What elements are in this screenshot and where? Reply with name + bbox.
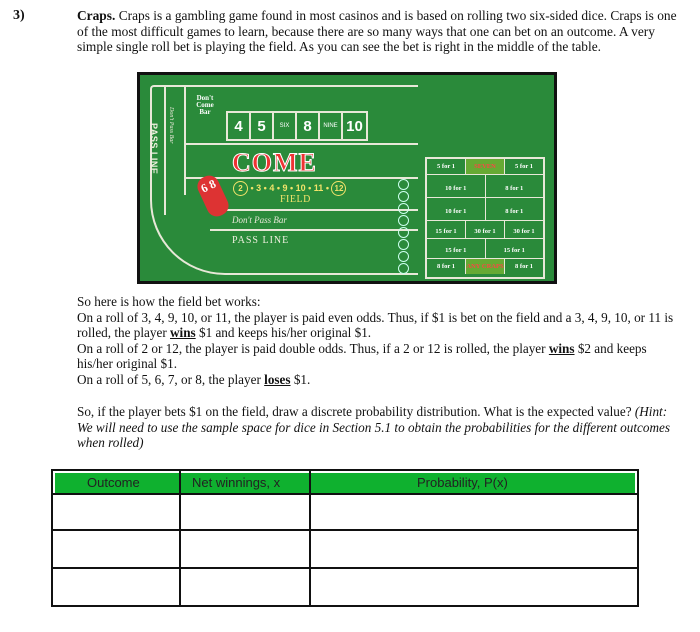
point-number: 10 [346, 117, 363, 135]
column-divider [179, 471, 181, 605]
p3-text-a: On a roll of 5, 6, 7, or 8, the player [77, 371, 265, 387]
dont-pass-bar: Don't Pass Bar [232, 215, 287, 225]
prop-row [427, 239, 543, 259]
field-number-list: • 3 • 4 • 9 • 10 • 11 • [250, 183, 329, 193]
proposition-bets [425, 157, 545, 279]
chip-icon [398, 251, 409, 262]
p2-wins: wins [548, 340, 575, 356]
prop-cell: ANY CRAPS [466, 259, 505, 274]
field-circle-2: 2 [233, 181, 248, 196]
chip-icon [398, 179, 409, 190]
prop-cell: 15 for 1 [427, 221, 466, 238]
chip-icon [398, 203, 409, 214]
prop-cell: SEVEN [466, 159, 505, 174]
prop-cell: 8 for 1 [505, 208, 524, 215]
prop-cell: 15 for 1 [503, 247, 525, 254]
p3-text-b: $1. [290, 371, 311, 387]
chip-icon [398, 215, 409, 226]
chip-icon [398, 263, 409, 274]
intro-paragraph [77, 8, 677, 55]
field-bet-explanation [77, 294, 677, 387]
prop-cell: 30 for 1 [513, 228, 535, 235]
come-divider [184, 143, 418, 145]
point-number: NINE [320, 113, 343, 139]
p2-text-b: $2 and keeps his/her original $1. [77, 340, 647, 371]
point-number: 4 [228, 113, 251, 139]
row-divider [53, 529, 637, 531]
field-label: FIELD [280, 194, 311, 205]
prop-row [427, 259, 543, 274]
prop-row [427, 159, 543, 175]
chip-icon [398, 227, 409, 238]
prop-cell: 10 for 1 [427, 198, 486, 220]
six-eight-dice: 6 8 [194, 172, 232, 219]
chip-icon [398, 191, 409, 202]
chip-icon [398, 239, 409, 250]
intro-text: Craps is a gambling game found in most casinos and is based on rolling two six-sided dice. Craps is one of the most difficult games to learn, because there are so many ways that one can bet on an outcome. A very simple single roll bet is playing the field. As you can see the bet is right in the middle of the table. [77, 8, 677, 54]
pass-divider [210, 229, 418, 231]
prop-cell: 30 for 1 [466, 221, 505, 238]
prop-row [427, 175, 543, 198]
p1-text-b: $1 and keeps his/her original $1. [195, 325, 372, 340]
pass-line-label: PASS LINE [232, 235, 290, 246]
p2-text-a: On a roll of 2 or 12, the player is paid double odds. Thus, if a 2 or 12 is rolled, the player [77, 340, 549, 356]
point-number: 5 [251, 113, 274, 139]
prop-cell: 10 for 1 [427, 175, 486, 197]
question-text: So, if the player bets $1 on the field, draw a discrete probability distribution. What is the expected value? [77, 404, 632, 419]
prop-cell: 8 for 1 [427, 259, 466, 274]
p1-wins: wins [170, 325, 196, 340]
prop-cell: 5 for 1 [515, 163, 533, 170]
craps-table-image [137, 72, 557, 284]
column-divider [309, 471, 311, 605]
explanation-p1 [77, 310, 677, 341]
chip-column [398, 179, 410, 275]
field-divider [184, 177, 418, 179]
answer-table [51, 469, 639, 607]
rail-divider [164, 85, 166, 215]
point-numbers [226, 111, 368, 141]
field-circle-12: 12 [331, 181, 346, 196]
question-block [77, 404, 677, 451]
pass-line-vertical: PASS LINE [149, 123, 159, 175]
dont-pass-vertical: Don't Pass Bar [168, 107, 174, 144]
header-outcome: Outcome [87, 475, 140, 490]
point-number: SIX [274, 113, 297, 139]
prop-row [427, 198, 543, 221]
prop-cell: 8 for 1 [515, 263, 533, 270]
prop-cell: 15 for 1 [427, 239, 486, 258]
prop-cell: 8 for 1 [505, 185, 524, 192]
question-hint: (Hint: We will need to use the sample space for dice in Section 5.1 to obtain the probabilities for the different outcomes when rolled) [77, 404, 670, 450]
dont-come-bar: Don't Come Bar [196, 94, 214, 116]
intro-title: Craps. [77, 8, 116, 23]
p1-text-a: On a roll of 3, 4, 9, 10, or 11, the player is paid even odds. Thus, if $1 is bet on the field and a 3, 4, 9, 10, or 11 is rolled, the player [77, 309, 674, 340]
row-divider [53, 567, 637, 569]
explanation-p2 [77, 341, 677, 372]
header-net-winnings: Net winnings, x [192, 475, 281, 490]
explanation-lead: So here is how the field bet works: [77, 294, 261, 309]
prop-cell: 5 for 1 [427, 159, 466, 174]
explanation-p3 [77, 372, 677, 388]
come-label: COME [232, 148, 317, 177]
question-number: 3) [13, 8, 25, 23]
answer-table-header [55, 473, 635, 493]
point-number: 8 [297, 113, 320, 139]
p3-loses: loses [264, 371, 291, 387]
row-divider [53, 493, 637, 495]
dont-pass-divider [220, 209, 418, 211]
prop-row [427, 221, 543, 239]
header-probability: Probability, P(x) [417, 475, 508, 490]
